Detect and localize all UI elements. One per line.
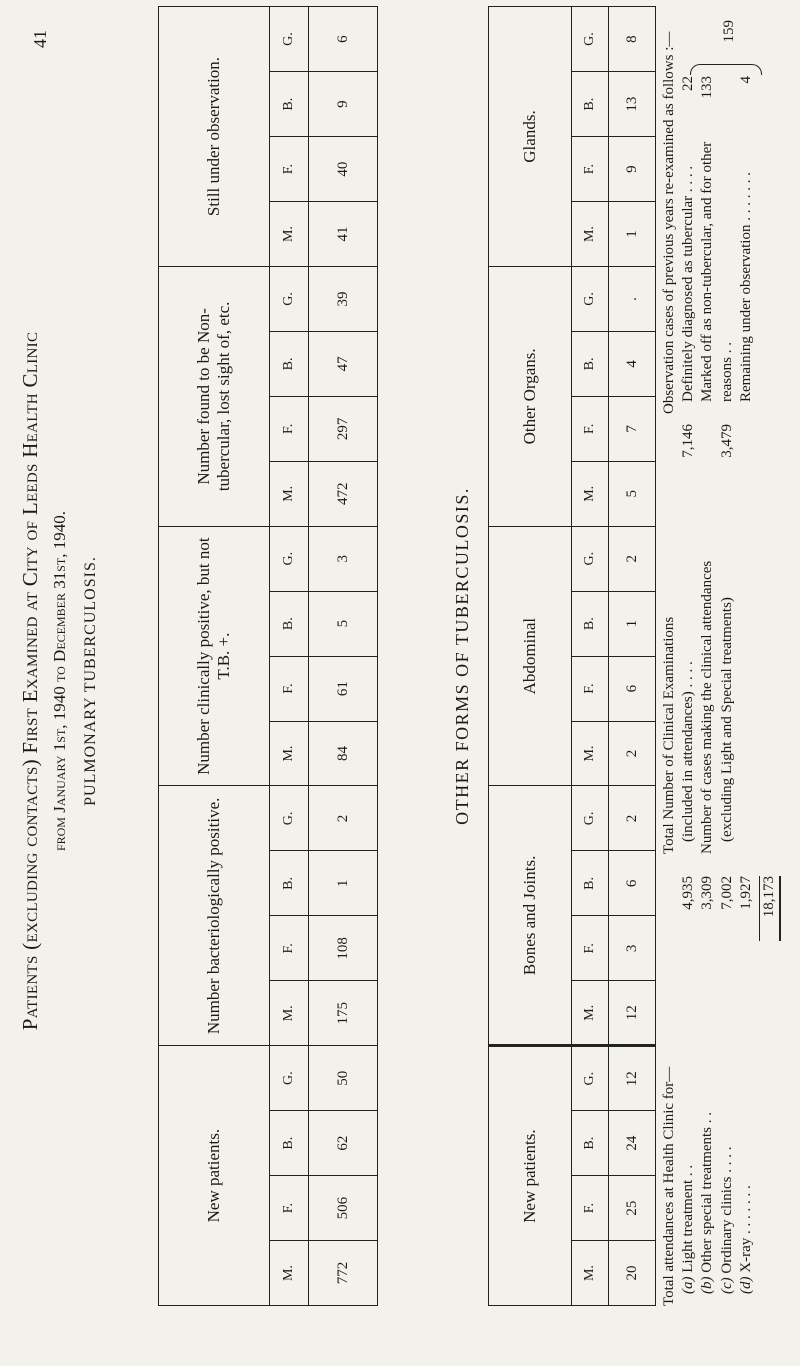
sex-header: B.: [270, 72, 309, 137]
other-forms-table: [488, 6, 656, 1306]
sex-header: F.: [270, 1176, 309, 1241]
sex-header-row: [270, 7, 309, 1306]
table-cell: 9: [309, 72, 378, 137]
sex-header: B.: [270, 1111, 309, 1176]
group-header: Number bacteriologically positive.: [159, 786, 270, 1046]
item-label: Other special treatments: [699, 1126, 716, 1273]
table-cell: 5: [309, 591, 378, 656]
table-cell: 3: [309, 526, 378, 591]
sex-header: F.: [270, 396, 309, 461]
table-cell: 12: [609, 1046, 656, 1111]
sex-header: M.: [572, 202, 609, 267]
sex-header: B.: [270, 591, 309, 656]
list-item: [679, 424, 698, 854]
sex-header: M.: [572, 981, 609, 1046]
exam-value: 7,146: [680, 424, 697, 458]
group-header: New patients.: [489, 1046, 572, 1306]
sex-header: G.: [270, 526, 309, 591]
leader-dots: . . . .: [680, 661, 697, 688]
item-label: Remaining under observation: [737, 224, 754, 402]
item-key: (b): [699, 1276, 716, 1294]
sex-header: B.: [572, 72, 609, 137]
sex-header: F.: [572, 137, 609, 202]
sex-header: M.: [270, 721, 309, 786]
item-key: (c): [718, 1277, 735, 1294]
sex-header: G.: [572, 7, 609, 72]
item-value: 4: [737, 76, 754, 84]
leader-dots: . . . .: [718, 1146, 735, 1173]
table-cell: 8: [609, 7, 656, 72]
exam-value: 3,479: [718, 424, 735, 458]
sex-header: B.: [270, 851, 309, 916]
value-row: [609, 7, 656, 1306]
page-title-block: [18, 51, 100, 1311]
leader-dots: . . . . . . .: [737, 1185, 754, 1235]
table-cell: 25: [609, 1176, 656, 1241]
item-key: (a): [680, 1276, 697, 1294]
sex-header: B.: [270, 331, 309, 396]
item-value: 133: [699, 76, 716, 99]
leader-dots: . .: [699, 1111, 716, 1124]
value-row: [309, 7, 378, 1306]
table-cell: 108: [309, 916, 378, 981]
item-value: 22: [680, 76, 697, 91]
table-cell: 297: [309, 396, 378, 461]
item-value: 3,309: [699, 876, 716, 910]
attendances-heading: Total attendances at Health Clinic for—: [661, 1066, 677, 1306]
sex-header: F.: [572, 1176, 609, 1241]
sex-header: G.: [270, 7, 309, 72]
exam-line: Total Number of Clinical Examinations: [661, 616, 677, 854]
sex-header: B.: [572, 591, 609, 656]
sex-header: F.: [270, 137, 309, 202]
list-item: [679, 876, 698, 1306]
group-header-row: [159, 7, 270, 1306]
sex-header: M.: [270, 202, 309, 267]
table-cell: 13: [609, 72, 656, 137]
leader-dots: . .: [680, 1164, 697, 1177]
table-cell: 1: [609, 591, 656, 656]
item-label: Marked off as non-tubercular, and for other reasons: [699, 141, 735, 402]
table-cell: 9: [609, 137, 656, 202]
list-item: [679, 76, 698, 414]
table-cell: 40: [309, 137, 378, 202]
table-cell: 5: [609, 461, 656, 526]
table-cell: 12: [609, 981, 656, 1046]
exam-line: (included in attendances): [680, 691, 697, 842]
sex-header: F.: [270, 916, 309, 981]
table-cell: 175: [309, 981, 378, 1046]
table-cell: 506: [309, 1176, 378, 1241]
table-cell: 472: [309, 461, 378, 526]
sex-header: G.: [572, 267, 609, 332]
item-label: Definitely diagnosed as tubercular: [680, 195, 697, 402]
table-cell: 84: [309, 721, 378, 786]
pulmonary-table: [158, 6, 378, 1306]
sex-header: F.: [572, 396, 609, 461]
sex-header: G.: [270, 786, 309, 851]
table-cell: 62: [309, 1111, 378, 1176]
sex-header: M.: [572, 1241, 609, 1306]
sex-header: F.: [572, 916, 609, 981]
page-number: 41: [30, 30, 50, 48]
observation-total: 159: [721, 20, 737, 43]
page-subtitle: from January 1st, 1940 to December 31st, 1940.: [50, 510, 69, 852]
table-cell: 61: [309, 656, 378, 721]
item-key: (d): [737, 1276, 754, 1294]
list-item: [698, 76, 736, 414]
group-header: Number clinically positive, but not T.B. +.: [159, 526, 270, 786]
leader-dots: . .: [718, 342, 735, 354]
table-cell: 2: [609, 721, 656, 786]
sex-header: G.: [572, 1046, 609, 1111]
table-cell: 24: [609, 1111, 656, 1176]
sex-header: B.: [572, 331, 609, 396]
exam-line: (excluding Light and Special treatments): [718, 597, 735, 842]
list-item: [718, 876, 737, 1306]
item-label: Light treatment: [680, 1179, 697, 1273]
table-cell: 2: [609, 786, 656, 851]
section-title: PULMONARY TUBERCULOSIS.: [82, 556, 99, 806]
table-cell: 7: [609, 396, 656, 461]
attendances-total: 18,173: [759, 876, 781, 941]
table-cell: 6: [309, 7, 378, 72]
sex-header: G.: [572, 786, 609, 851]
list-item: [698, 876, 717, 1306]
list-item: [718, 424, 737, 854]
sex-header: G.: [270, 267, 309, 332]
table-cell: 1: [609, 202, 656, 267]
table-cell: 6: [609, 851, 656, 916]
table-cell: 3: [609, 916, 656, 981]
examinations-block: [660, 424, 737, 854]
exam-line: Number of cases making the clinical attendances: [699, 560, 716, 854]
sex-header: F.: [572, 656, 609, 721]
group-header: Bones and Joints.: [489, 786, 572, 1046]
table-cell: 1: [309, 851, 378, 916]
attendances-block: [660, 876, 781, 1306]
item-label: X-ray: [737, 1237, 754, 1273]
table-cell: .: [609, 267, 656, 332]
list-item: [737, 76, 756, 414]
group-header: New patients.: [159, 1046, 270, 1306]
table-cell: 39: [309, 267, 378, 332]
group-header: Other Organs.: [489, 267, 572, 527]
sex-header: M.: [572, 461, 609, 526]
item-value: 1,927: [737, 876, 754, 910]
group-header: Still under observation.: [159, 7, 270, 267]
group-header: Number found to be Non-tubercular, lost sight of, etc.: [159, 267, 270, 527]
sex-header-row: [572, 7, 609, 1306]
sex-header: M.: [270, 981, 309, 1046]
sex-header: M.: [270, 461, 309, 526]
other-forms-title: OTHER FORMS OF TUBERCULOSIS.: [452, 487, 472, 825]
leader-dots: . . . . . . .: [737, 172, 754, 221]
table-cell: 772: [309, 1241, 378, 1306]
list-item: [737, 876, 756, 1306]
sex-header: M.: [270, 1241, 309, 1306]
item-value: 7,002: [718, 876, 735, 910]
table-cell: 41: [309, 202, 378, 267]
item-label: Ordinary clinics: [718, 1176, 735, 1274]
observation-block: [660, 14, 756, 414]
leader-dots: . . . .: [680, 165, 697, 193]
table-cell: 4: [609, 331, 656, 396]
group-header: Glands.: [489, 7, 572, 267]
sex-header: M.: [572, 721, 609, 786]
table-cell: 2: [309, 786, 378, 851]
observation-heading: Observation cases of previous years re-examined as follows :—: [661, 31, 677, 414]
table-cell: 47: [309, 331, 378, 396]
group-header-row: [489, 7, 572, 1306]
group-header: Abdominal: [489, 526, 572, 786]
sex-header: G.: [270, 1046, 309, 1111]
table-cell: 50: [309, 1046, 378, 1111]
page-title: Patients (excluding contacts) First Examined at City of Leeds Health Clinic: [18, 331, 42, 1031]
sex-header: F.: [270, 656, 309, 721]
table-cell: 6: [609, 656, 656, 721]
table-cell: 20: [609, 1241, 656, 1306]
sex-header: B.: [572, 1111, 609, 1176]
sex-header: B.: [572, 851, 609, 916]
table-cell: 2: [609, 526, 656, 591]
bracket-icon: [690, 64, 762, 75]
sex-header: G.: [572, 526, 609, 591]
item-value: 4,935: [680, 876, 697, 910]
